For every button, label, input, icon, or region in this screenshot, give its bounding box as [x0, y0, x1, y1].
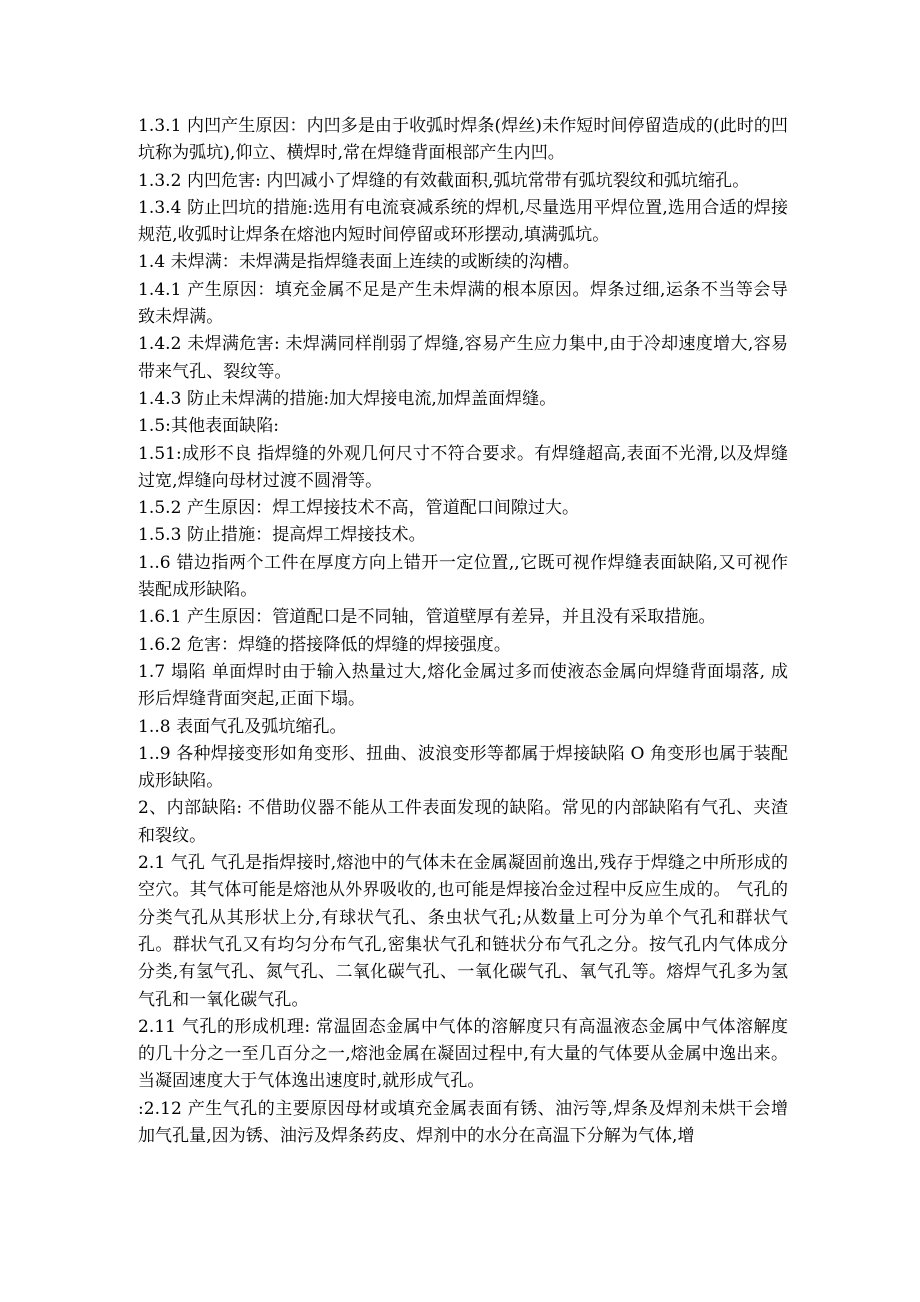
- paragraph-1-6-2: 1.6.2 危害：焊缝的搭接降低的焊缝的焊接强度。: [138, 634, 511, 655]
- paragraph-1-4-2: 1.4.2 未焊满危害: 未焊满同样削弱了焊缝,容易产生应力集中,由于冷却速度增大,容易带来气孔、裂纹等。: [138, 334, 788, 382]
- paragraph-1-3-1: 1.3.1 内凹产生原因：内凹多是由于收弧时焊条(焊丝)未作短时间停留造成的(此时的凹坑称为弧坑),仰立、横焊时,常在焊缝背面根部产生内凹。: [138, 116, 788, 164]
- paragraph-1-8: 1..8 表面气孔及弧坑缩孔。: [138, 716, 347, 737]
- paragraph-2-11: 2.11 气孔的形成机理: 常温固态金属中气体的溶解度只有高温液态金属中气体溶解度的几十分之一至几百分之一,熔池金属在凝固过程中,有大量的气体要从金属中逸出来。当凝固速度大于气体逸出速度时,就形成气孔。: [138, 1016, 788, 1092]
- paragraph-1-5-3: 1.5.3 防止措施：提高焊工焊接技术。: [138, 525, 426, 546]
- paragraph-2-1: 2.1 气孔 气孔是指焊接时,熔池中的气体未在金属凝固前逸出,残存于焊缝之中所形成的空穴。其气体可能是熔池从外界吸收的,也可能是焊接冶金过程中反应生成的。 气孔的分类气孔从其形状上分,有球状气孔、条虫状气孔;从数量上可分为单个气孔和群状气孔。群状气孔又有均匀分布气孔,密集状气孔和链状分布气孔之分。按气孔内气体成分分类,有氢气孔、氮气孔、二氧化碳气孔、一氧化碳气孔、氧气孔等。熔焊气孔多为氢气孔和一氧化碳气孔。: [138, 853, 788, 1010]
- paragraph-1-3-2: 1.3.2 内凹危害: 内凹减小了焊缝的有效截面积,弧坑常带有弧坑裂纹和弧坑缩孔。: [138, 170, 750, 191]
- paragraph-1-4-3: 1.4.3 防止未焊满的措施:加大焊接电流,加焊盖面焊缝。: [138, 388, 557, 409]
- paragraph-1-4: 1.4 未焊满：未焊满是指焊缝表面上连续的或断续的沟槽。: [138, 252, 580, 273]
- paragraph-1-3-4: 1.3.4 防止凹坑的措施:选用有电流衰减系统的焊机,尽量选用平焊位置,选用合适的焊接规范,收弧时让焊条在熔池内短时间停留或环形摆动,填满弧坑。: [138, 197, 788, 246]
- paragraph-1-6: 1..6 错边指两个工件在厚度方向上错开一定位置,,它既可视作焊缝表面缺陷,又可视作装配成形缺陷。: [138, 552, 788, 601]
- document-body: [138, 113, 788, 1150]
- paragraph-1-6-1: 1.6.1 产生原因：管道配口是不同轴，管道壁厚有差异，并且没有采取措施。: [138, 607, 716, 628]
- paragraph-1-5-2: 1.5.2 产生原因：焊工焊接技术不高，管道配口间隙过大。: [138, 498, 580, 519]
- paragraph-1-7: 1.7 塌陷 单面焊时由于输入热量过大,熔化金属过多而使液态金属向焊缝背面塌落, 成形后焊缝背面突起,正面下塌。: [138, 661, 788, 710]
- paragraph-1-5: 1.5:其他表面缺陷:: [138, 416, 280, 437]
- paragraph-1-51: 1.51:成形不良 指焊缝的外观几何尺寸不符合要求。有焊缝超高,表面不光滑,以及焊缝过宽,焊缝向母材过渡不圆滑等。: [138, 443, 788, 491]
- paragraph-1-4-1: 1.4.1 产生原因：填充金属不足是产生未焊满的根本原因。焊条过细,运条不当等会导致未焊满。: [138, 279, 788, 328]
- paragraph-2: 2、内部缺陷: 不借助仪器不能从工件表面发现的缺陷。常见的内部缺陷有气孔、夹渣和裂纹。: [138, 798, 788, 846]
- paragraph-1-9: 1..9 各种焊接变形如角变形、扭曲、波浪变形等都属于焊接缺陷 O 角变形也属于装配成形缺陷。: [138, 743, 788, 792]
- paragraph-2-12: :2.12 产生气孔的主要原因母材或填充金属表面有锈、油污等,焊条及焊剂未烘干会增加气孔量,因为锈、油污及焊条药皮、焊剂中的水分在高温下分解为气体,增: [138, 1098, 788, 1146]
